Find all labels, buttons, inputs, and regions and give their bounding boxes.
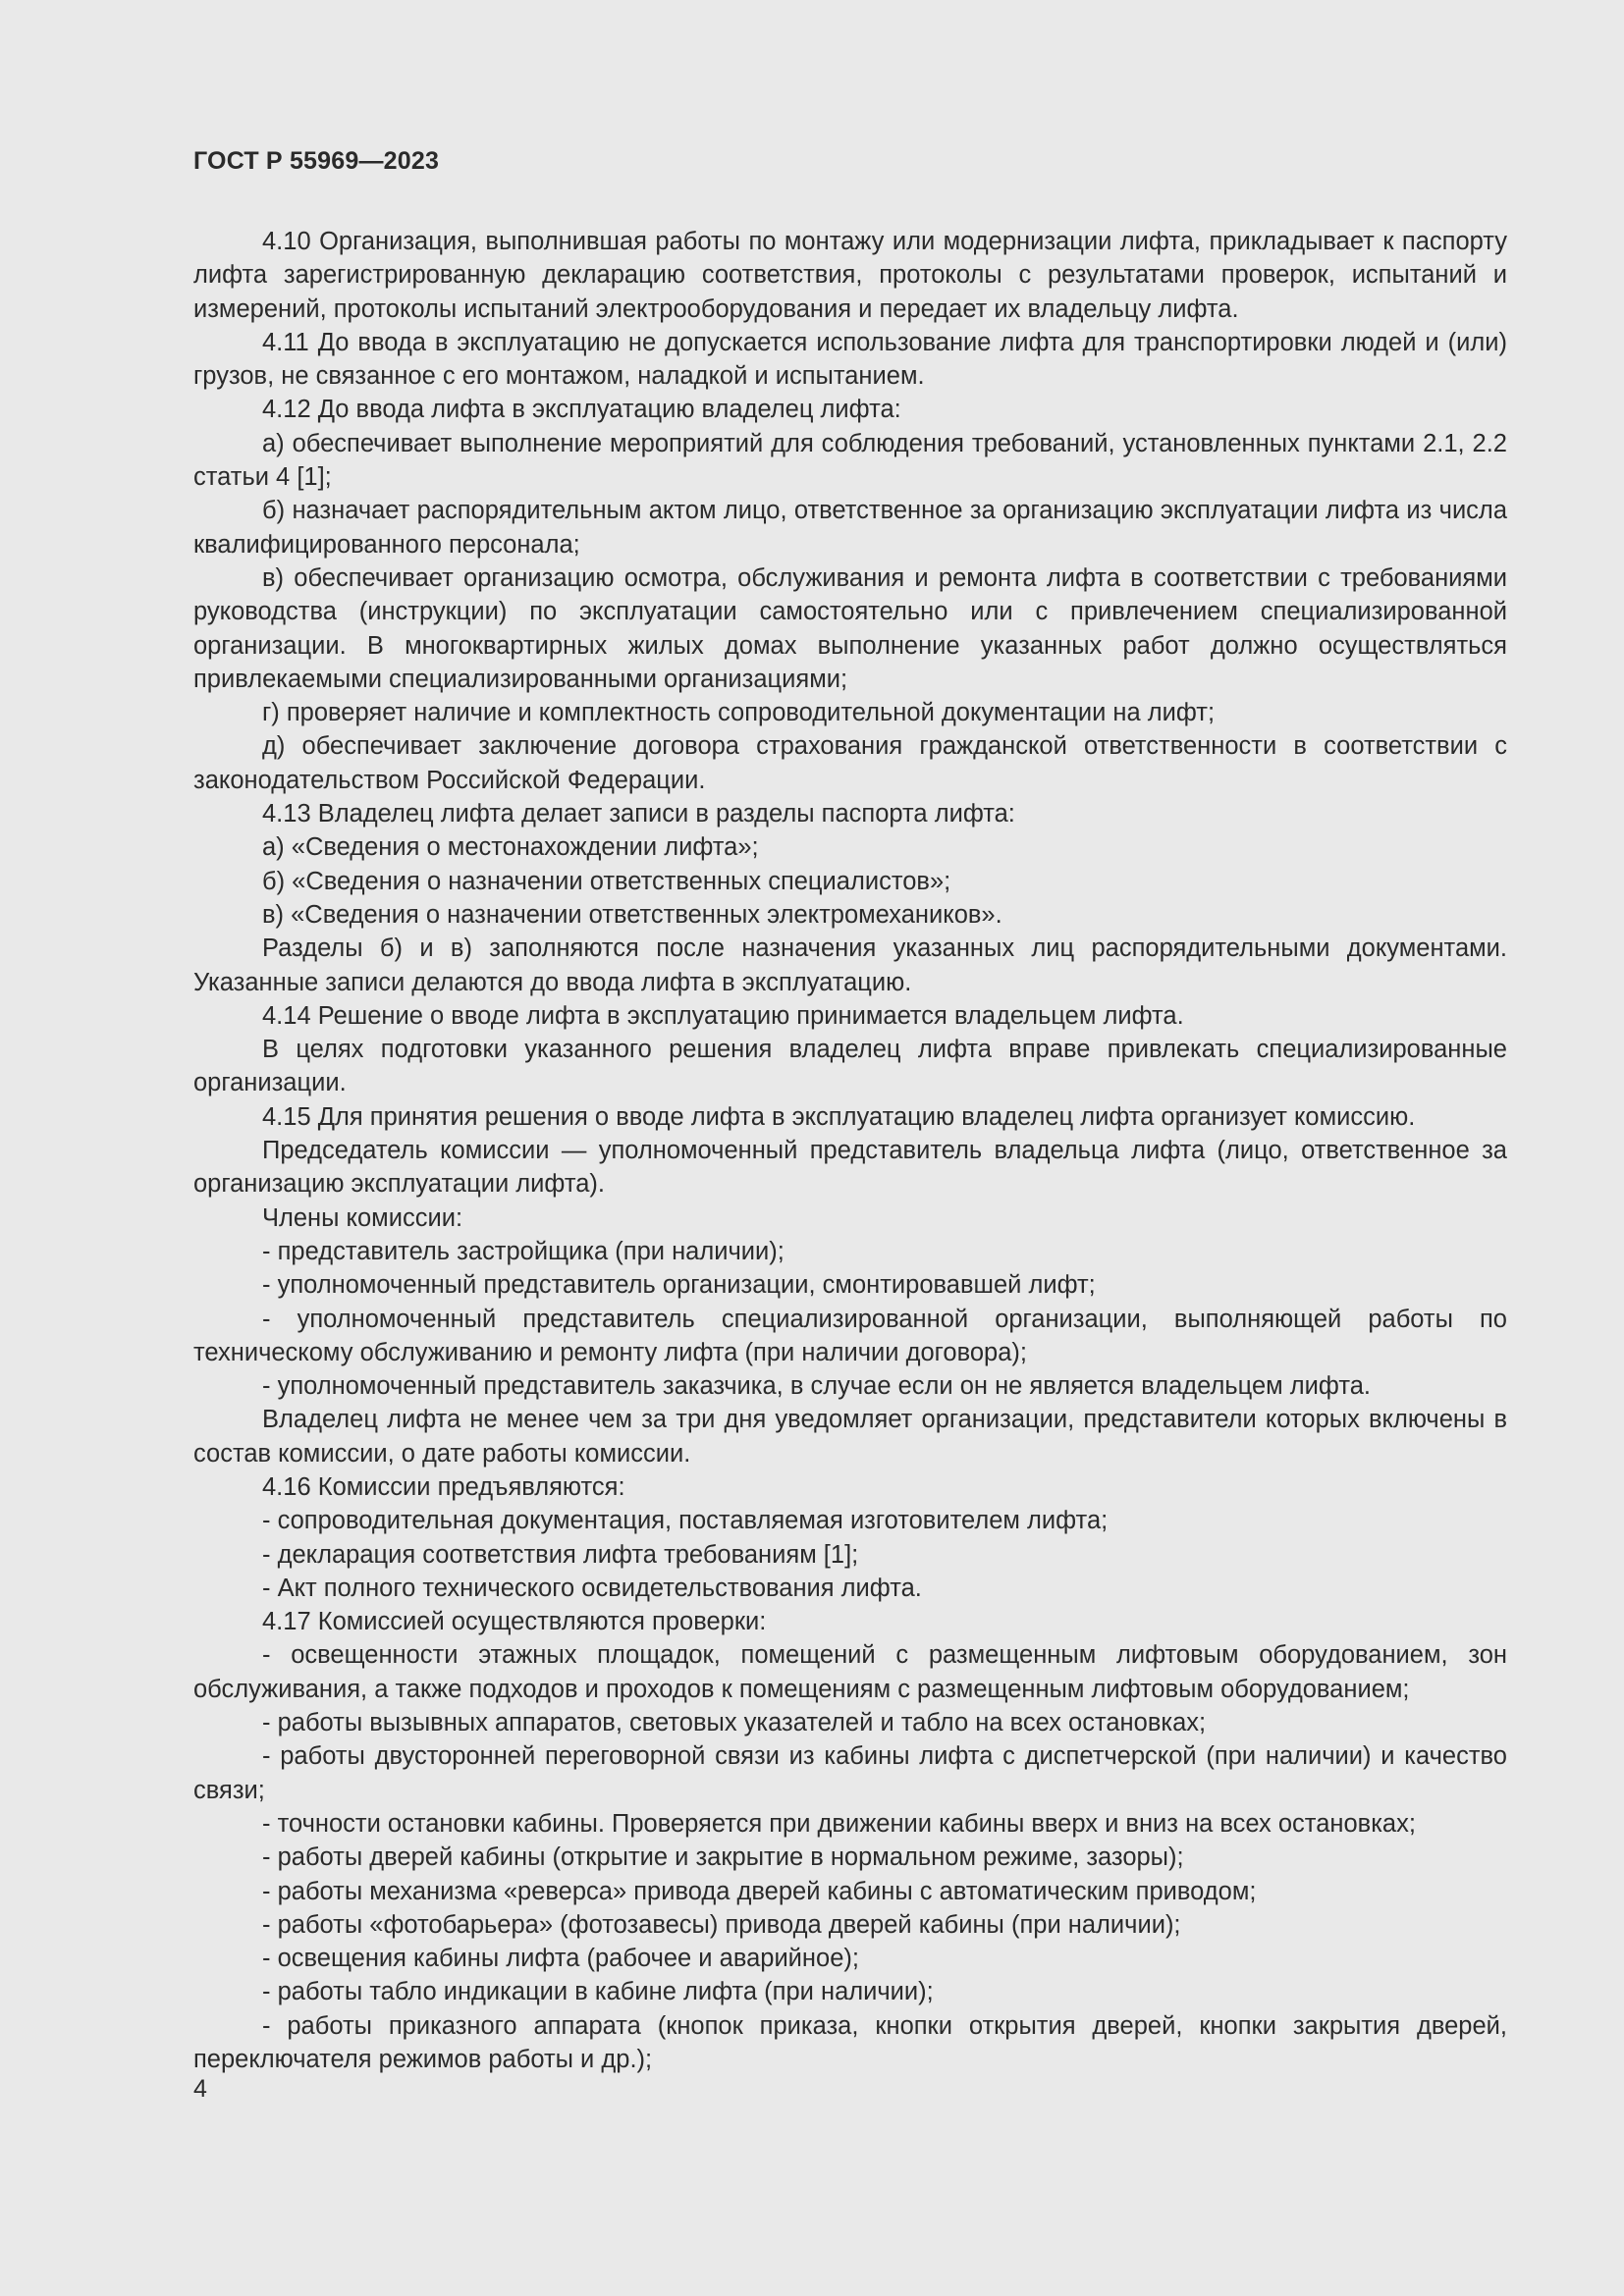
paragraph-4-14-note: В целях подготовки указанного решения владелец лифта вправе привлекать специализированные организации. (193, 1036, 1507, 1097)
list-item: - представитель застройщика (при наличии); (262, 1237, 785, 1265)
paragraph-4-12-g: г) проверяет наличие и комплектность сопроводительной документации на лифт; (262, 699, 1216, 727)
document-header-code: ГОСТ Р 55969—2023 (193, 147, 440, 175)
list-item: - работы табло индикации в кабине лифта (при наличии); (262, 1978, 934, 2006)
paragraph-4-12-d: д) обеспечивает заключение договора страхования гражданской ответственности в соответствии с законодательством Российской Федерации. (193, 732, 1507, 794)
paragraph-4-13-a: а) «Сведения о местонахождении лифта»; (262, 833, 759, 862)
list-item: - сопроводительная документация, поставляемая изготовителем лифта; (262, 1507, 1109, 1535)
list-item: - работы механизма «реверса» привода дверей кабины с автоматическим приводом; (262, 1877, 1257, 1905)
paragraph-4-13-v: в) «Сведения о назначении ответственных электромехаников». (262, 900, 1002, 929)
paragraph-4-11: 4.11 До ввода в эксплуатацию не допускается использование лифта для транспортировки людей и (или) грузов, не связанное с его монтажом, наладкой и испытанием. (193, 328, 1507, 391)
page-number: 4 (193, 2075, 207, 2103)
paragraph-4-12: 4.12 До ввода лифта в эксплуатацию владелец лифта: (262, 396, 901, 424)
paragraph-4-12-b: б) назначает распорядительным актом лицо, ответственное за организацию эксплуатации лифта из числа квалифицированного персонала; (193, 497, 1507, 559)
paragraph-4-16: 4.16 Комиссии предъявляются: (262, 1472, 625, 1501)
paragraph-4-13: 4.13 Владелец лифта делает записи в разделы паспорта лифта: (262, 800, 1015, 828)
paragraph-4-12-a: а) обеспечивает выполнение мероприятий для соблюдения требований, установленных пунктами 2.1, 2.2 статьи 4 [1]; (193, 429, 1507, 492)
list-item: - Акт полного технического освидетельствования лифта. (262, 1574, 922, 1602)
paragraph-4-15-members: Члены комиссии: (262, 1203, 463, 1232)
list-item: - уполномоченный представитель организации, смонтировавшей лифт; (262, 1271, 1096, 1300)
list-item: - освещенности этажных площадок, помещений с размещенным лифтовым оборудованием, зон обслуживания, а также подходов и проходов к помещениям с размещенным лифтовым оборудованием; (193, 1641, 1507, 1703)
paragraph-4-10: 4.10 Организация, выполнившая работы по монтажу или модернизации лифта, прикладывает к паспорту лифта зарегистрированную декларацию соответствия, протоколы с результатами проверок, испытаний и измерений, протоколы испытаний электрооборудования и передает их владельцу лифта. (193, 228, 1507, 323)
list-item: - точности остановки кабины. Проверяется при движении кабины вверх и вниз на всех остановках; (262, 1809, 1416, 1838)
list-item: - освещения кабины лифта (рабочее и аварийное); (262, 1945, 859, 1973)
paragraph-4-15-notice: Владелец лифта не менее чем за три дня уведомляет организации, представители которых включены в состав комиссии, о дате работы комиссии. (193, 1406, 1507, 1468)
paragraph-4-14: 4.14 Решение о вводе лифта в эксплуатацию принимается владельцем лифта. (262, 1001, 1184, 1030)
paragraph-4-13-note: Разделы б) и в) заполняются после назначения указанных лиц распорядительными документами. Указанные записи делаются до ввода лифта в эксплуатацию. (193, 934, 1507, 996)
list-item: - работы вызывных аппаратов, световых указателей и табло на всех остановках; (262, 1709, 1207, 1737)
document-body (193, 225, 1507, 2076)
list-item: - уполномоченный представитель специализированной организации, выполняющей работы по техническому обслуживанию и ремонту лифта (при наличии договора); (193, 1305, 1507, 1366)
paragraph-4-17: 4.17 Комиссией осуществляются проверки: (262, 1608, 767, 1636)
list-item: - уполномоченный представитель заказчика, в случае если он не является владельцем лифта. (262, 1372, 1371, 1401)
list-item: - декларация соответствия лифта требованиям [1]; (262, 1540, 859, 1569)
paragraph-4-13-b: б) «Сведения о назначении ответственных специалистов»; (262, 867, 951, 895)
list-item: - работы приказного аппарата (кнопок приказа, кнопки открытия дверей, кнопки закрытия дверей, переключателя режимов работы и др.); (193, 2011, 1507, 2074)
list-item: - работы дверей кабины (открытие и закрытие в нормальном режиме, зазоры); (262, 1843, 1184, 1872)
paragraph-4-15-chair: Председатель комиссии — уполномоченный представитель владельца лифта (лицо, ответственное за организацию эксплуатации лифта). (193, 1137, 1507, 1199)
list-item: - работы «фотобарьера» (фотозавесы) привода дверей кабины (при наличии); (262, 1910, 1181, 1939)
list-item: - работы двусторонней переговорной связи из кабины лифта с диспетчерской (при наличии) и качество связи; (193, 1742, 1507, 1804)
paragraph-4-15: 4.15 Для принятия решения о вводе лифта в эксплуатацию владелец лифта организует комиссию. (262, 1102, 1416, 1131)
paragraph-4-12-v: в) обеспечивает организацию осмотра, обслуживания и ремонта лифта в соответствии с требованиями руководства (инструкции) по эксплуатации самостоятельно или с привлечением специализированной организации. В многоквартирных жилых домах выполнение указанных работ должно осуществляться привлекаемыми специализированными организациями; (193, 563, 1507, 693)
